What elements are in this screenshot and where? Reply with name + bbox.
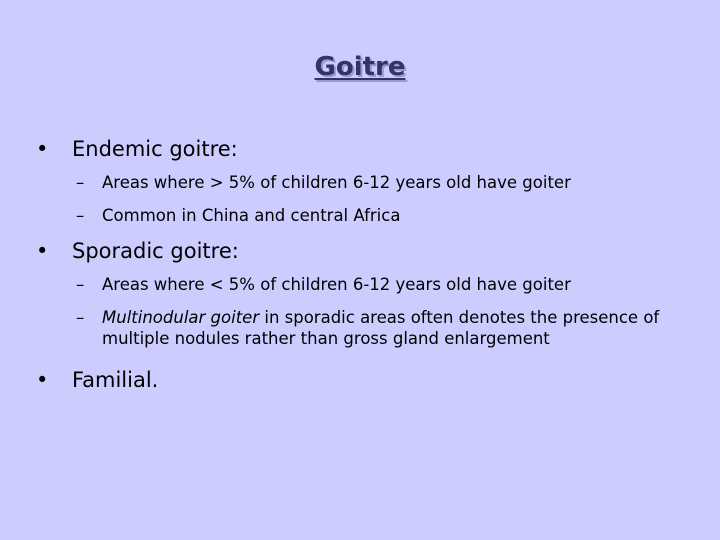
bullet-icon: • [36,239,49,263]
dash-icon: – [76,206,85,225]
sub-item-emphasis: Multinodular goiter [102,308,260,327]
bullet-item-sporadic [36,238,676,264]
sub-item [36,172,676,193]
bullet-icon: • [36,368,49,392]
sub-item-text: Common in China and central Africa [102,206,401,225]
dash-icon: – [76,173,85,192]
sub-item-text: in sporadic areas often denotes the presence of multiple nodules rather than gross gland enlargement [102,308,660,348]
sub-item [36,205,676,226]
bullet-item-endemic [36,136,676,162]
slide-title: Goitre [314,52,406,82]
sub-item [36,307,676,349]
sub-item [36,274,676,295]
bullet-text: Sporadic goitre: [72,239,239,263]
bullet-icon: • [36,137,49,161]
dash-icon: – [76,308,85,327]
bullet-text: Familial. [72,368,159,392]
bullet-item-familial [36,367,676,393]
dash-icon: – [76,275,85,294]
sub-item-text: Areas where < 5% of children 6-12 years old have goiter [102,275,571,294]
bullet-text: Endemic goitre: [72,137,238,161]
slide-content [36,136,676,403]
sub-item-text: Areas where > 5% of children 6-12 years old have goiter [102,173,571,192]
